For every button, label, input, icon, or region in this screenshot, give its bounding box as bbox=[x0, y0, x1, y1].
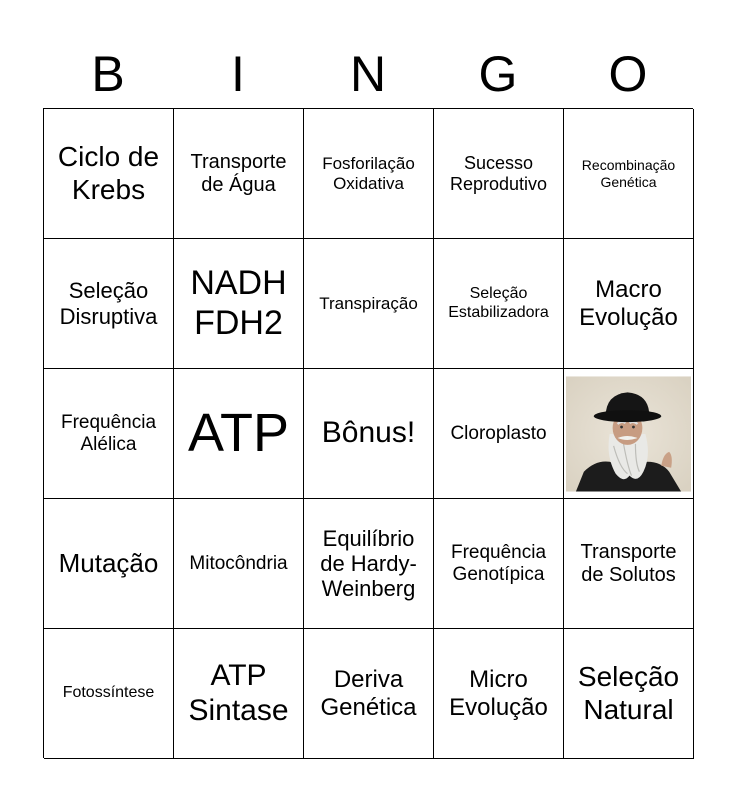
free-space-cell[interactable]: Bônus! bbox=[304, 369, 434, 499]
bingo-cell[interactable]: Fosforilação Oxidativa bbox=[304, 109, 434, 239]
bingo-cell[interactable]: Deriva Genética bbox=[304, 629, 434, 759]
bingo-cell[interactable]: Seleção Estabilizadora bbox=[434, 239, 564, 369]
bingo-cell[interactable]: Cloroplasto bbox=[434, 369, 564, 499]
bingo-cell[interactable]: Frequência Genotípica bbox=[434, 499, 564, 629]
bingo-cell[interactable]: Macro Evolução bbox=[564, 239, 694, 369]
bingo-cell[interactable]: Recombinação Genética bbox=[564, 109, 694, 239]
header-letter-b: B bbox=[91, 46, 125, 102]
bingo-cell[interactable]: ATP Sintase bbox=[174, 629, 304, 759]
bingo-cell[interactable]: Seleção Natural bbox=[564, 629, 694, 759]
header-letter-g: G bbox=[478, 46, 518, 102]
bingo-cell[interactable]: Transporte de Água bbox=[174, 109, 304, 239]
bingo-cell[interactable]: Ciclo de Krebs bbox=[44, 109, 174, 239]
bingo-cell-photo[interactable] bbox=[564, 369, 694, 499]
bingo-cell[interactable]: ATP bbox=[174, 369, 304, 499]
bingo-cell[interactable]: Micro Evolução bbox=[434, 629, 564, 759]
bingo-cell[interactable]: Mitocôndria bbox=[174, 499, 304, 629]
bingo-cell[interactable]: Transpiração bbox=[304, 239, 434, 369]
bingo-cell[interactable]: Mutação bbox=[44, 499, 174, 629]
header-letter-i: I bbox=[231, 46, 245, 102]
bingo-cell[interactable]: Transporte de Solutos bbox=[564, 499, 694, 629]
bingo-cell[interactable]: Seleção Disruptiva bbox=[44, 239, 174, 369]
bingo-cell[interactable]: Sucesso Reprodutivo bbox=[434, 109, 564, 239]
header-letter-o: O bbox=[608, 46, 648, 102]
portrait-photo-icon bbox=[566, 376, 691, 492]
bingo-cell[interactable]: NADH FDH2 bbox=[174, 239, 304, 369]
bingo-cell[interactable]: Equilíbrio de Hardy-Weinberg bbox=[304, 499, 434, 629]
header-letter-n: N bbox=[349, 46, 387, 102]
bingo-cell[interactable]: Fotossíntese bbox=[44, 629, 174, 759]
bingo-cell[interactable]: Frequência Alélica bbox=[44, 369, 174, 499]
bingo-card bbox=[43, 108, 693, 758]
bingo-header bbox=[43, 40, 693, 108]
